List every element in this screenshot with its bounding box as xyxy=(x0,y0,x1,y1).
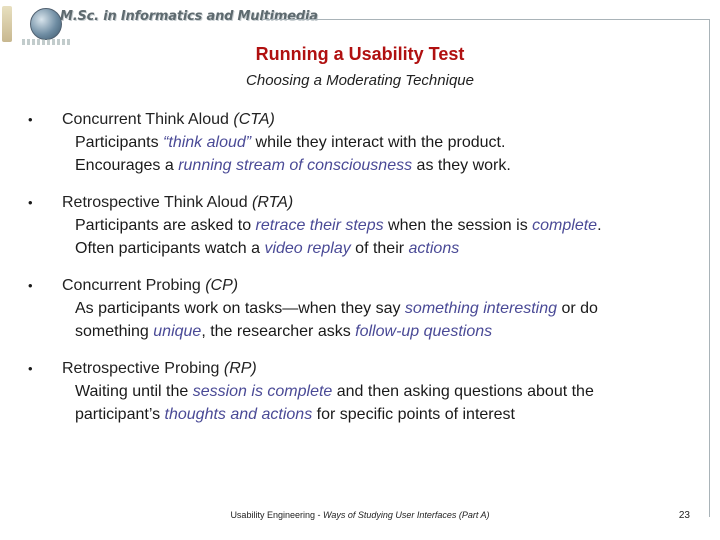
slide-footer xyxy=(0,510,720,520)
technique-abbreviation: (RTA) xyxy=(252,194,294,211)
technique-description-line xyxy=(28,131,688,154)
bullet-icon: • xyxy=(28,112,33,127)
description-text: and then asking questions about the xyxy=(332,383,594,400)
description-text: Often participants watch a xyxy=(75,240,265,257)
description-text: , the researcher asks xyxy=(201,323,356,340)
technique-heading xyxy=(28,108,688,131)
highlighted-phrase: complete xyxy=(532,217,598,234)
slide-header xyxy=(0,0,720,44)
highlighted-phrase: thoughts and actions xyxy=(164,406,313,423)
description-text: Encourages a xyxy=(75,157,179,174)
description-text: participant’s xyxy=(75,406,165,423)
technique-description-line xyxy=(28,403,688,426)
footer-course: Usability Engineering - xyxy=(230,510,323,520)
technique-abbreviation: (CTA) xyxy=(233,111,275,128)
technique-abbreviation: (CP) xyxy=(205,277,239,294)
description-text: Waiting until the xyxy=(75,383,193,400)
list-item xyxy=(28,191,688,260)
highlighted-phrase: something interesting xyxy=(404,300,558,317)
technique-description-line xyxy=(28,154,688,177)
slide-title: Running a Usability Test xyxy=(255,44,465,64)
description-text: of their xyxy=(350,240,409,257)
description-text: . xyxy=(597,217,602,234)
highlighted-phrase: “think aloud” xyxy=(163,134,252,151)
header-divider xyxy=(262,19,710,20)
right-border xyxy=(709,19,710,517)
technique-name: Concurrent Probing xyxy=(62,277,206,294)
highlighted-phrase: session is complete xyxy=(192,383,333,400)
description-text: while they interact with the product. xyxy=(251,134,506,151)
program-title: M.Sc. in Informatics and Multimedia xyxy=(60,9,318,24)
description-text: as they work. xyxy=(412,157,511,174)
technique-description-line xyxy=(28,297,688,320)
slide-subtitle: Choosing a Moderating Technique xyxy=(246,72,474,89)
description-text: or do xyxy=(557,300,598,317)
highlighted-phrase: follow-up questions xyxy=(355,323,493,340)
description-text: As participants work on tasks—when they say xyxy=(75,300,405,317)
technique-description-line xyxy=(28,237,688,260)
highlighted-phrase: running stream of consciousness xyxy=(178,157,413,174)
highlighted-phrase: unique xyxy=(153,323,202,340)
technique-heading xyxy=(28,191,688,214)
bullet-icon: • xyxy=(28,195,33,210)
globe-logo-icon xyxy=(30,8,62,40)
highlighted-phrase: actions xyxy=(408,240,460,257)
highlighted-phrase: video replay xyxy=(264,240,351,257)
bullet-icon: • xyxy=(28,361,33,376)
technique-description-line xyxy=(28,320,688,343)
technique-name: Retrospective Probing xyxy=(62,360,224,377)
bullet-icon: • xyxy=(28,278,33,293)
description-text: for specific points of interest xyxy=(312,406,515,423)
technique-description-line xyxy=(28,214,688,237)
list-item xyxy=(28,274,688,343)
technique-abbreviation: (RP) xyxy=(223,360,257,377)
technique-name: Concurrent Think Aloud xyxy=(62,111,234,128)
highlighted-phrase: retrace their steps xyxy=(255,217,384,234)
university-seal-icon xyxy=(2,6,12,42)
footer-lecture: Ways of Studying User Interfaces (Part A) xyxy=(322,510,490,520)
list-item xyxy=(28,108,688,177)
technique-heading xyxy=(28,274,688,297)
technique-name: Retrospective Think Aloud xyxy=(62,194,253,211)
technique-heading xyxy=(28,357,688,380)
page-number: 23 xyxy=(678,510,690,521)
description-text: when the session is xyxy=(383,217,533,234)
list-item xyxy=(28,357,688,426)
description-text: something xyxy=(75,323,154,340)
technique-description-line xyxy=(28,380,688,403)
description-text: Participants xyxy=(75,134,164,151)
bullet-list xyxy=(28,108,688,440)
description-text: Participants are asked to xyxy=(75,217,256,234)
